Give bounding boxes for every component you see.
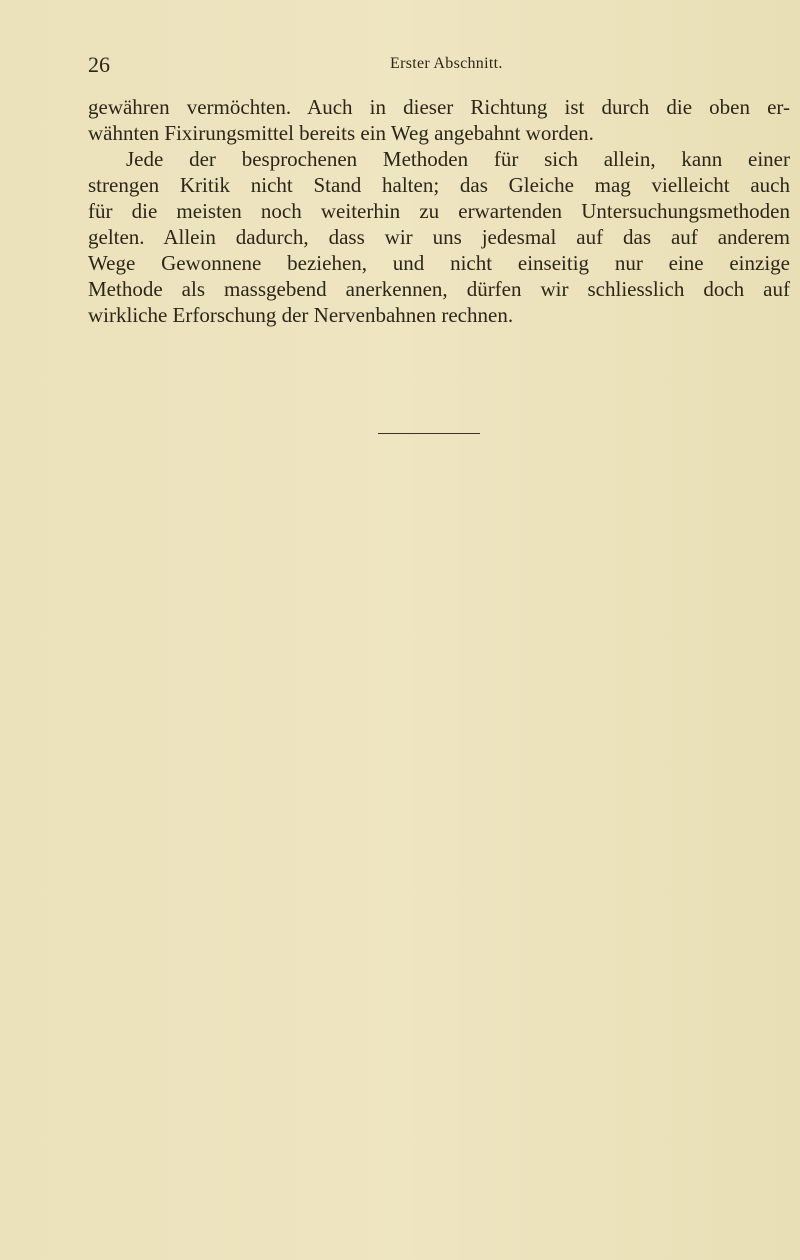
text-line: Wege Gewonnene beziehen, und nicht einseitig nur eine einzige — [88, 251, 790, 275]
running-head: Erster Abschnitt. — [390, 55, 503, 72]
text-line: Jede der besprochenen Methoden für sich allein, kann einer — [126, 147, 790, 171]
text-line: Methode als massgebend anerkennen, dürfen wir schliesslich doch auf — [88, 277, 790, 301]
text-line: strengen Kritik nicht Stand halten; das Gleiche mag vielleicht auch — [88, 173, 790, 197]
text-line: wirkliche Erforschung der Nervenbahnen rechnen. — [88, 303, 514, 327]
section-end-rule — [378, 433, 480, 434]
text-line: wähnten Fixirungsmittel bereits ein Weg angebahnt worden. — [88, 121, 594, 145]
body-text — [88, 94, 790, 328]
page-number: 26 — [88, 52, 110, 77]
text-line: gelten. Allein dadurch, dass wir uns jedesmal auf das auf anderem — [88, 225, 790, 249]
text-line: für die meisten noch weiterhin zu erwartenden Untersuchungsmethoden — [88, 199, 790, 223]
text-line: gewähren vermöchten. Auch in dieser Richtung ist durch die oben er- — [88, 95, 790, 119]
